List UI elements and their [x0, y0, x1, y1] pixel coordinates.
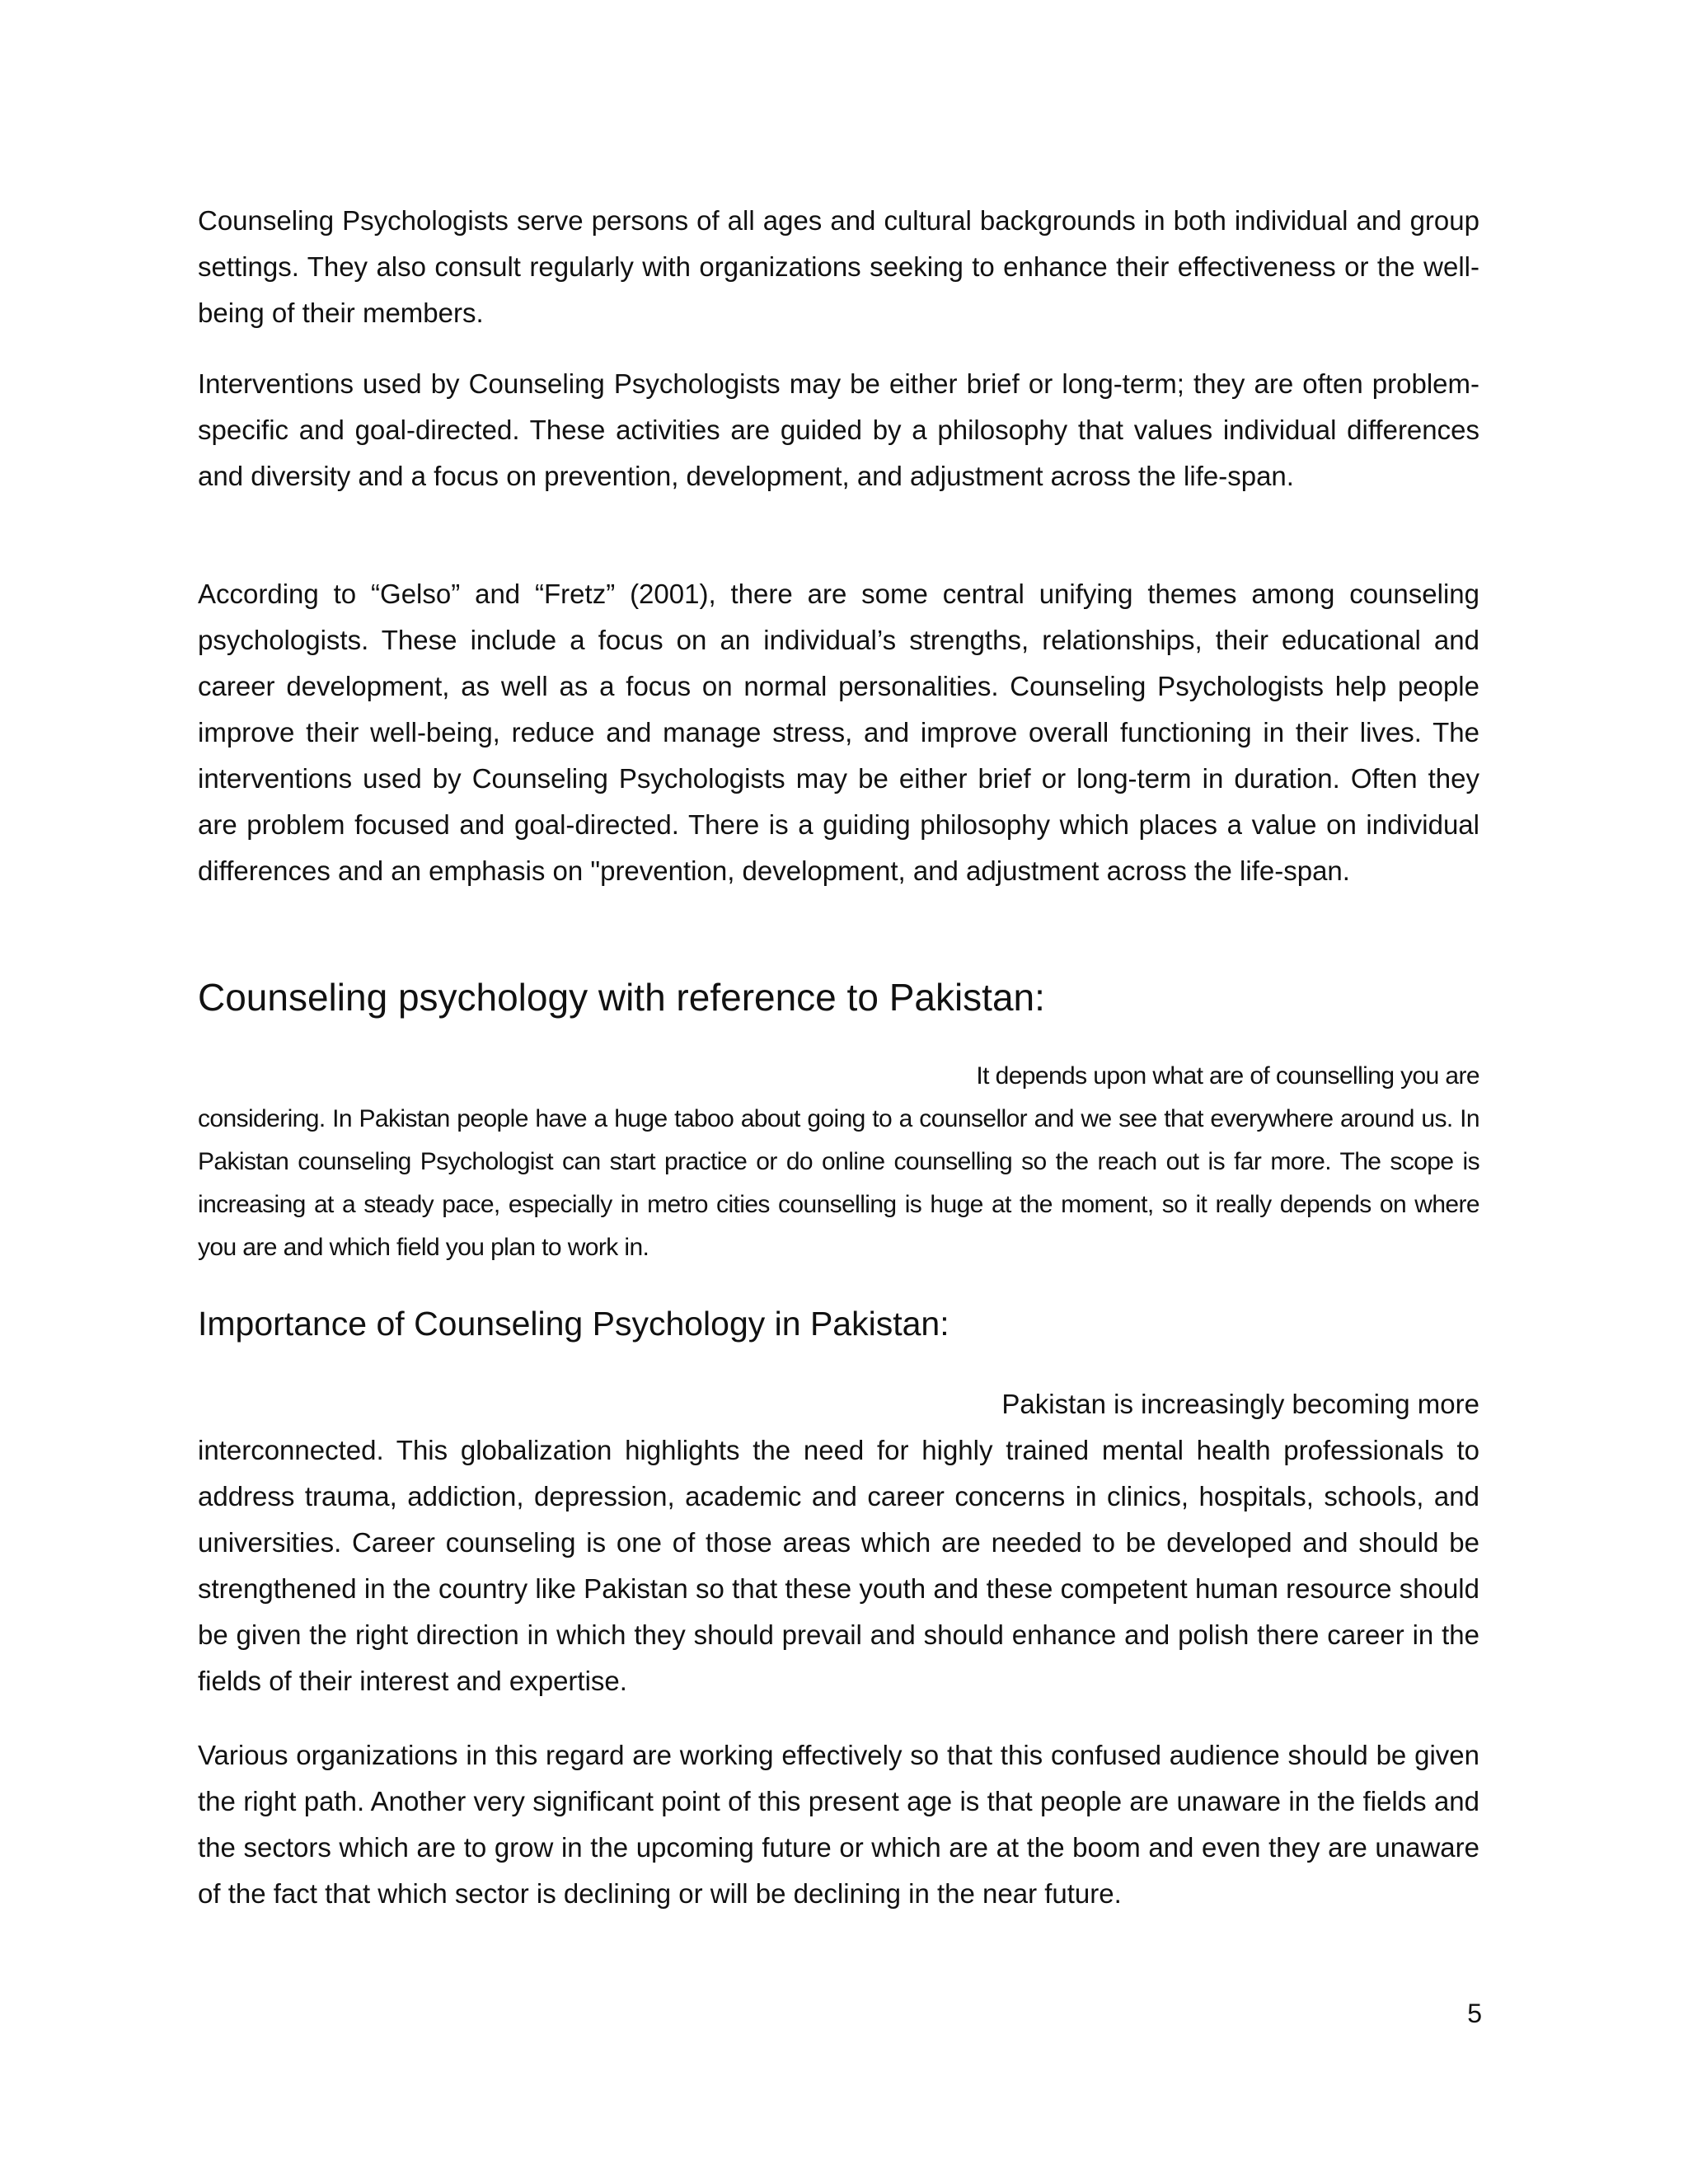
paragraph-lead: Pakistan is increasingly becoming more: [1001, 1389, 1479, 1419]
paragraph-text: According to “Gelso” and “Fretz” (2001), there are some central unifying themes among counseling psychologists. These include a focus on an individual’s strengths, relationships, their educational and career development, as well as a focus on normal personalities. Counseling Psychologists help people improve their well-being, reduce and manage stress, and improve overall functioning in their lives. The interventions used by Counseling Psychologists may be either brief or long-term in duration. Often they are problem focused and goal-directed. There is a guiding philosophy which places a value on individual differences and an emphasis on "prevention, development, and adjustment across the life-span.: [198, 579, 1479, 886]
paragraph-text: Various organizations in this regard are working effectively so that this confused audience should be given the right path. Another very significant point of this present age is that people are unaware in the fields and the sectors which are to grow in the upcoming future or which are at the boom and even they are unaware of the fact that which sector is declining or will be declining in the near future.: [198, 1740, 1479, 1909]
paragraph-text: [198, 1055, 1479, 1269]
paragraph-text: Interventions used by Counseling Psychologists may be either brief or long-term; they are often problem-specific and goal-directed. These activities are guided by a philosophy that values individual differences and diversity and a focus on prevention, development, and adjustment across the life-span.: [198, 368, 1479, 491]
section-heading: Importance of Counseling Psychology in Pakistan:: [198, 1305, 950, 1343]
section-importance-body: [198, 1381, 1479, 1704]
paragraph-lead: It depends upon what are of counselling you are: [976, 1062, 1479, 1090]
paragraph-body: considering. In Pakistan people have a huge taboo about going to a counsellor and we see that everywhere around us. In Pakistan counseling Psychologist can start practice or do online counselling so the reach out is far more. The scope is increasing at a steady pace, especially in metro cities counselling is huge at the moment, so it really depends on where you are and which field you plan to work in.: [198, 1105, 1479, 1261]
paragraph-text: [198, 1381, 1479, 1704]
section-importance: [198, 1301, 1479, 1347]
page-number: 5: [1467, 1999, 1482, 2028]
section-pakistan-body: [198, 1055, 1479, 1269]
section-heading: Counseling psychology with reference to Pakistan:: [198, 976, 1045, 1019]
paragraph-text: Counseling Psychologists serve persons of all ages and cultural backgrounds in both individual and group settings. They also consult regularly with organizations seeking to enhance their effectiveness or the well-being of their members.: [198, 205, 1479, 328]
paragraph-2: [198, 361, 1479, 499]
paragraph-3: [198, 571, 1479, 894]
section-importance-paragraph-2: [198, 1732, 1479, 1917]
section-pakistan: [198, 972, 1479, 1022]
paragraph-1: [198, 198, 1479, 336]
paragraph-body: interconnected. This globalization highlights the need for highly trained mental health professionals to address trauma, addiction, depression, academic and career concerns in clinics, hospitals, schools, and universities. Career counseling is one of those areas which are needed to be developed and should be strengthened in the country like Pakistan so that these youth and these competent human resource should be given the right direction in which they should prevail and should enhance and polish there career in the fields of their interest and expertise.: [198, 1435, 1479, 1696]
